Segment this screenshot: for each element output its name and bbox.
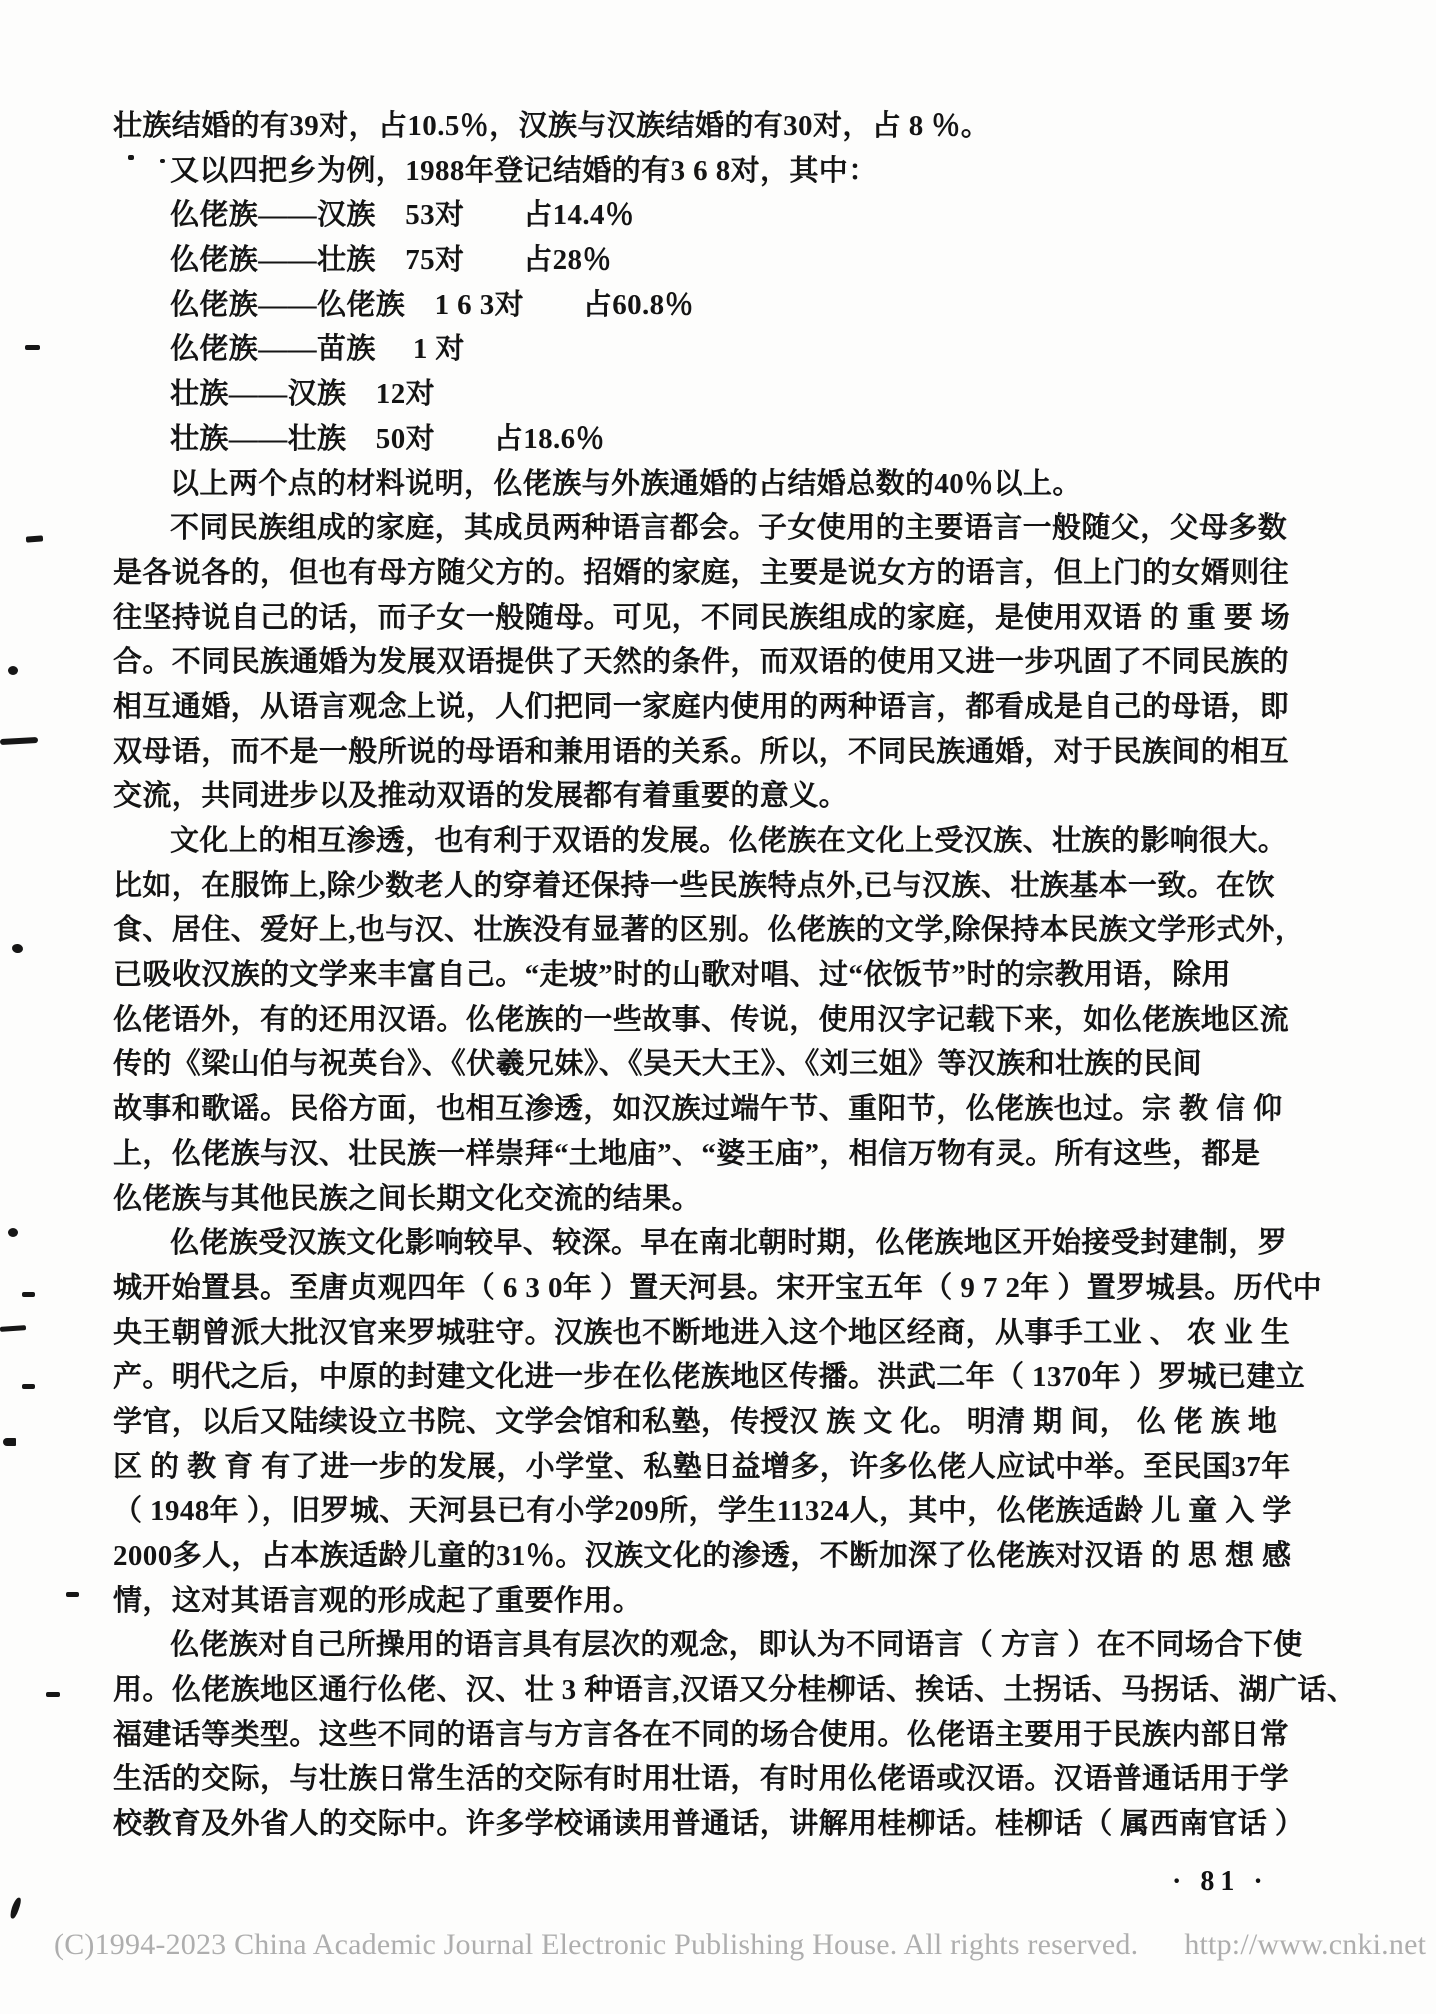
text-line: 比如，在服饰上,除少数老人的穿着还保持一些民族特点外,已与汉族、壮族基本一致。在饮 bbox=[113, 869, 1275, 902]
page-number: · 81 · bbox=[1172, 1866, 1269, 1897]
text-line: 仫佬语外，有的还用汉语。仫佬族的一些故事、传说，使用汉字记载下来，如仫佬族地区流 bbox=[113, 1003, 1290, 1036]
text-line: 学官，以后又陆续设立书院、文学会馆和私塾，传授汉 族 文 化。 明清 期 间， 仫 佬 族 地 bbox=[113, 1405, 1278, 1438]
scan-speck bbox=[22, 1292, 35, 1297]
scan-speck bbox=[26, 535, 43, 542]
text-line: 仫佬族受汉族文化影响较早、较深。早在南北朝时期，仫佬族地区开始接受封建制，罗 bbox=[170, 1227, 1288, 1260]
text-line: 仫佬族——仫佬族 1 6 3对 占60.8％ bbox=[170, 288, 694, 321]
scan-speck bbox=[0, 737, 38, 745]
scan-speck bbox=[25, 345, 40, 350]
text-line: 不同民族组成的家庭，其成员两种语言都会。子女使用的主要语言一般随父，父母多数 bbox=[170, 512, 1288, 545]
text-line: 区 的 教 育 有了进一步的发展，小学堂、私塾日益增多，许多仫佬人应试中举。至民国37年 bbox=[113, 1450, 1291, 1483]
scan-speck bbox=[22, 1384, 35, 1389]
text-line: 壮族——汉族 12对 bbox=[170, 378, 436, 411]
copyright-footer bbox=[54, 1928, 1427, 1962]
scan-speck bbox=[160, 159, 165, 163]
scan-speck bbox=[128, 155, 134, 160]
scan-speck bbox=[11, 943, 23, 953]
text-line: 故事和歌谣。民俗方面，也相互渗透，如汉族过端午节、重阳节，仫佬族也过。宗 教 信 仰 bbox=[113, 1093, 1283, 1126]
footer-url: http://www.cnki.net bbox=[1184, 1928, 1427, 1961]
text-line: 是各说各的，但也有母方随父方的。招婿的家庭，主要是说女方的语言，但上门的女婿则往 bbox=[113, 556, 1290, 589]
text-line: 央王朝曾派大批汉官来罗城驻守。汉族也不断地进入这个地区经商，从事手工业 、 农 业 生 bbox=[113, 1316, 1291, 1349]
text-line: 产。明代之后，中原的封建文化进一步在仫佬族地区传播。洪武二年（ 1370年 ）罗城已建立 bbox=[113, 1361, 1306, 1394]
text-line: 交流，共同进步以及推动双语的发展都有着重要的意义。 bbox=[113, 780, 849, 813]
text-line: 已吸收汉族的文学来丰富自己。“走坡”时的山歌对唱、过“依饭节”时的宗教用语，除用 bbox=[113, 959, 1232, 992]
text-line: 文化上的相互渗透，也有利于双语的发展。仫佬族在文化上受汉族、壮族的影响很大。 bbox=[170, 825, 1288, 857]
text-line: 传的《梁山伯与祝英台》、《伏羲兄妹》、《吴天大王》、《刘三姐》等汉族和壮族的民间 bbox=[113, 1048, 1203, 1081]
document-text bbox=[113, 104, 1357, 1847]
text-line: 仫佬族——汉族 53对 占14.4％ bbox=[170, 199, 635, 232]
scan-speck bbox=[46, 1692, 60, 1697]
text-line: 仫佬族——壮族 75对 占28％ bbox=[170, 244, 612, 277]
text-line: 往坚持说自己的话，而子女一般随母。可见，不同民族组成的家庭，是使用双语 的 重 要 场 bbox=[113, 601, 1291, 634]
text-line: 用。仫佬族地区通行仫佬、汉、壮 3 种语言,汉语又分桂柳话、挨话、土拐话、马拐话、湖广话、 bbox=[113, 1674, 1357, 1707]
text-line: 福建话等类型。这些不同的语言与方言各在不同的场合使用。仫佬语主要用于民族内部日常 bbox=[113, 1718, 1290, 1751]
text-line: 以上两个点的材料说明，仫佬族与外族通婚的占结婚总数的40％以上。 bbox=[170, 467, 1082, 500]
text-line: 生活的交际，与壮族日常生活的交际有时用壮语，有时用仫佬语或汉语。汉语普通话用于学 bbox=[113, 1763, 1290, 1796]
text-line: （ 1948年 ），旧罗城、天河县已有小学209所，学生11324人，其中，仫佬族适龄 儿 童 入 学 bbox=[113, 1495, 1292, 1528]
text-line: 仫佬族——苗族 1 对 bbox=[170, 333, 465, 366]
text-line: 合。不同民族通婚为发展双语提供了天然的条件，而双语的使用又进一步巩固了不同民族的 bbox=[113, 646, 1290, 679]
text-line: 仫佬族对自己所操用的语言具有层次的观念，即认为不同语言（ 方言 ）在不同场合下使 bbox=[170, 1629, 1303, 1662]
scan-speck bbox=[0, 1325, 26, 1332]
text-line: 城开始置县。至唐贞观四年（ 6 3 0年 ）置天河县。宋开宝五年（ 9 7 2年 ）置罗城县。历代中 bbox=[113, 1271, 1323, 1304]
scan-speck bbox=[8, 1228, 18, 1237]
text-line: 又以四把乡为例，1988年登记结婚的有3 6 8对，其中： bbox=[170, 154, 878, 187]
copyright-text: (C)1994-2023 China Academic Journal Electronic Publishing House. All rights reserved. bbox=[54, 1928, 1139, 1961]
scan-speck bbox=[66, 1592, 79, 1597]
scan-speck bbox=[9, 1896, 22, 1919]
text-line: 食、居住、爱好上,也与汉、壮族没有显著的区别。仫佬族的文学,除保持本民族文学形式外， bbox=[113, 914, 1305, 947]
text-line: 校教育及外省人的交际中。许多学校诵读用普通话，讲解用桂柳话。桂柳话（ 属西南官话 ） bbox=[113, 1808, 1305, 1841]
text-line: 相互通婚，从语言观念上说，人们把同一家庭内使用的两种语言，都看成是自己的母语，即 bbox=[113, 690, 1290, 723]
scan-speck bbox=[8, 666, 18, 675]
text-line: 壮族——壮族 50对 占18.6％ bbox=[170, 422, 605, 455]
text-line: 情，这对其语言观的形成起了重要作用。 bbox=[113, 1584, 643, 1617]
text-line: 2000多人，占本族适龄儿童的31％。汉族文化的渗透，不断加深了仫佬族对汉语 的 思 想 感 bbox=[113, 1540, 1292, 1572]
text-line: 双母语，而不是一般所说的母语和兼用语的关系。所以，不同民族通婚，对于民族间的相互 bbox=[113, 735, 1290, 768]
text-line: 仫佬族与其他民族之间长期文化交流的结果。 bbox=[113, 1182, 702, 1215]
text-line: 上，仫佬族与汉、壮民族一样崇拜“土地庙”、“婆王庙”，相信万物有灵。所有这些，都是 bbox=[113, 1137, 1261, 1170]
scan-speck bbox=[3, 1438, 16, 1446]
text-line: 壮族结婚的有39对，占10.5％，汉族与汉族结婚的有30对，占 8 ％。 bbox=[113, 110, 991, 142]
